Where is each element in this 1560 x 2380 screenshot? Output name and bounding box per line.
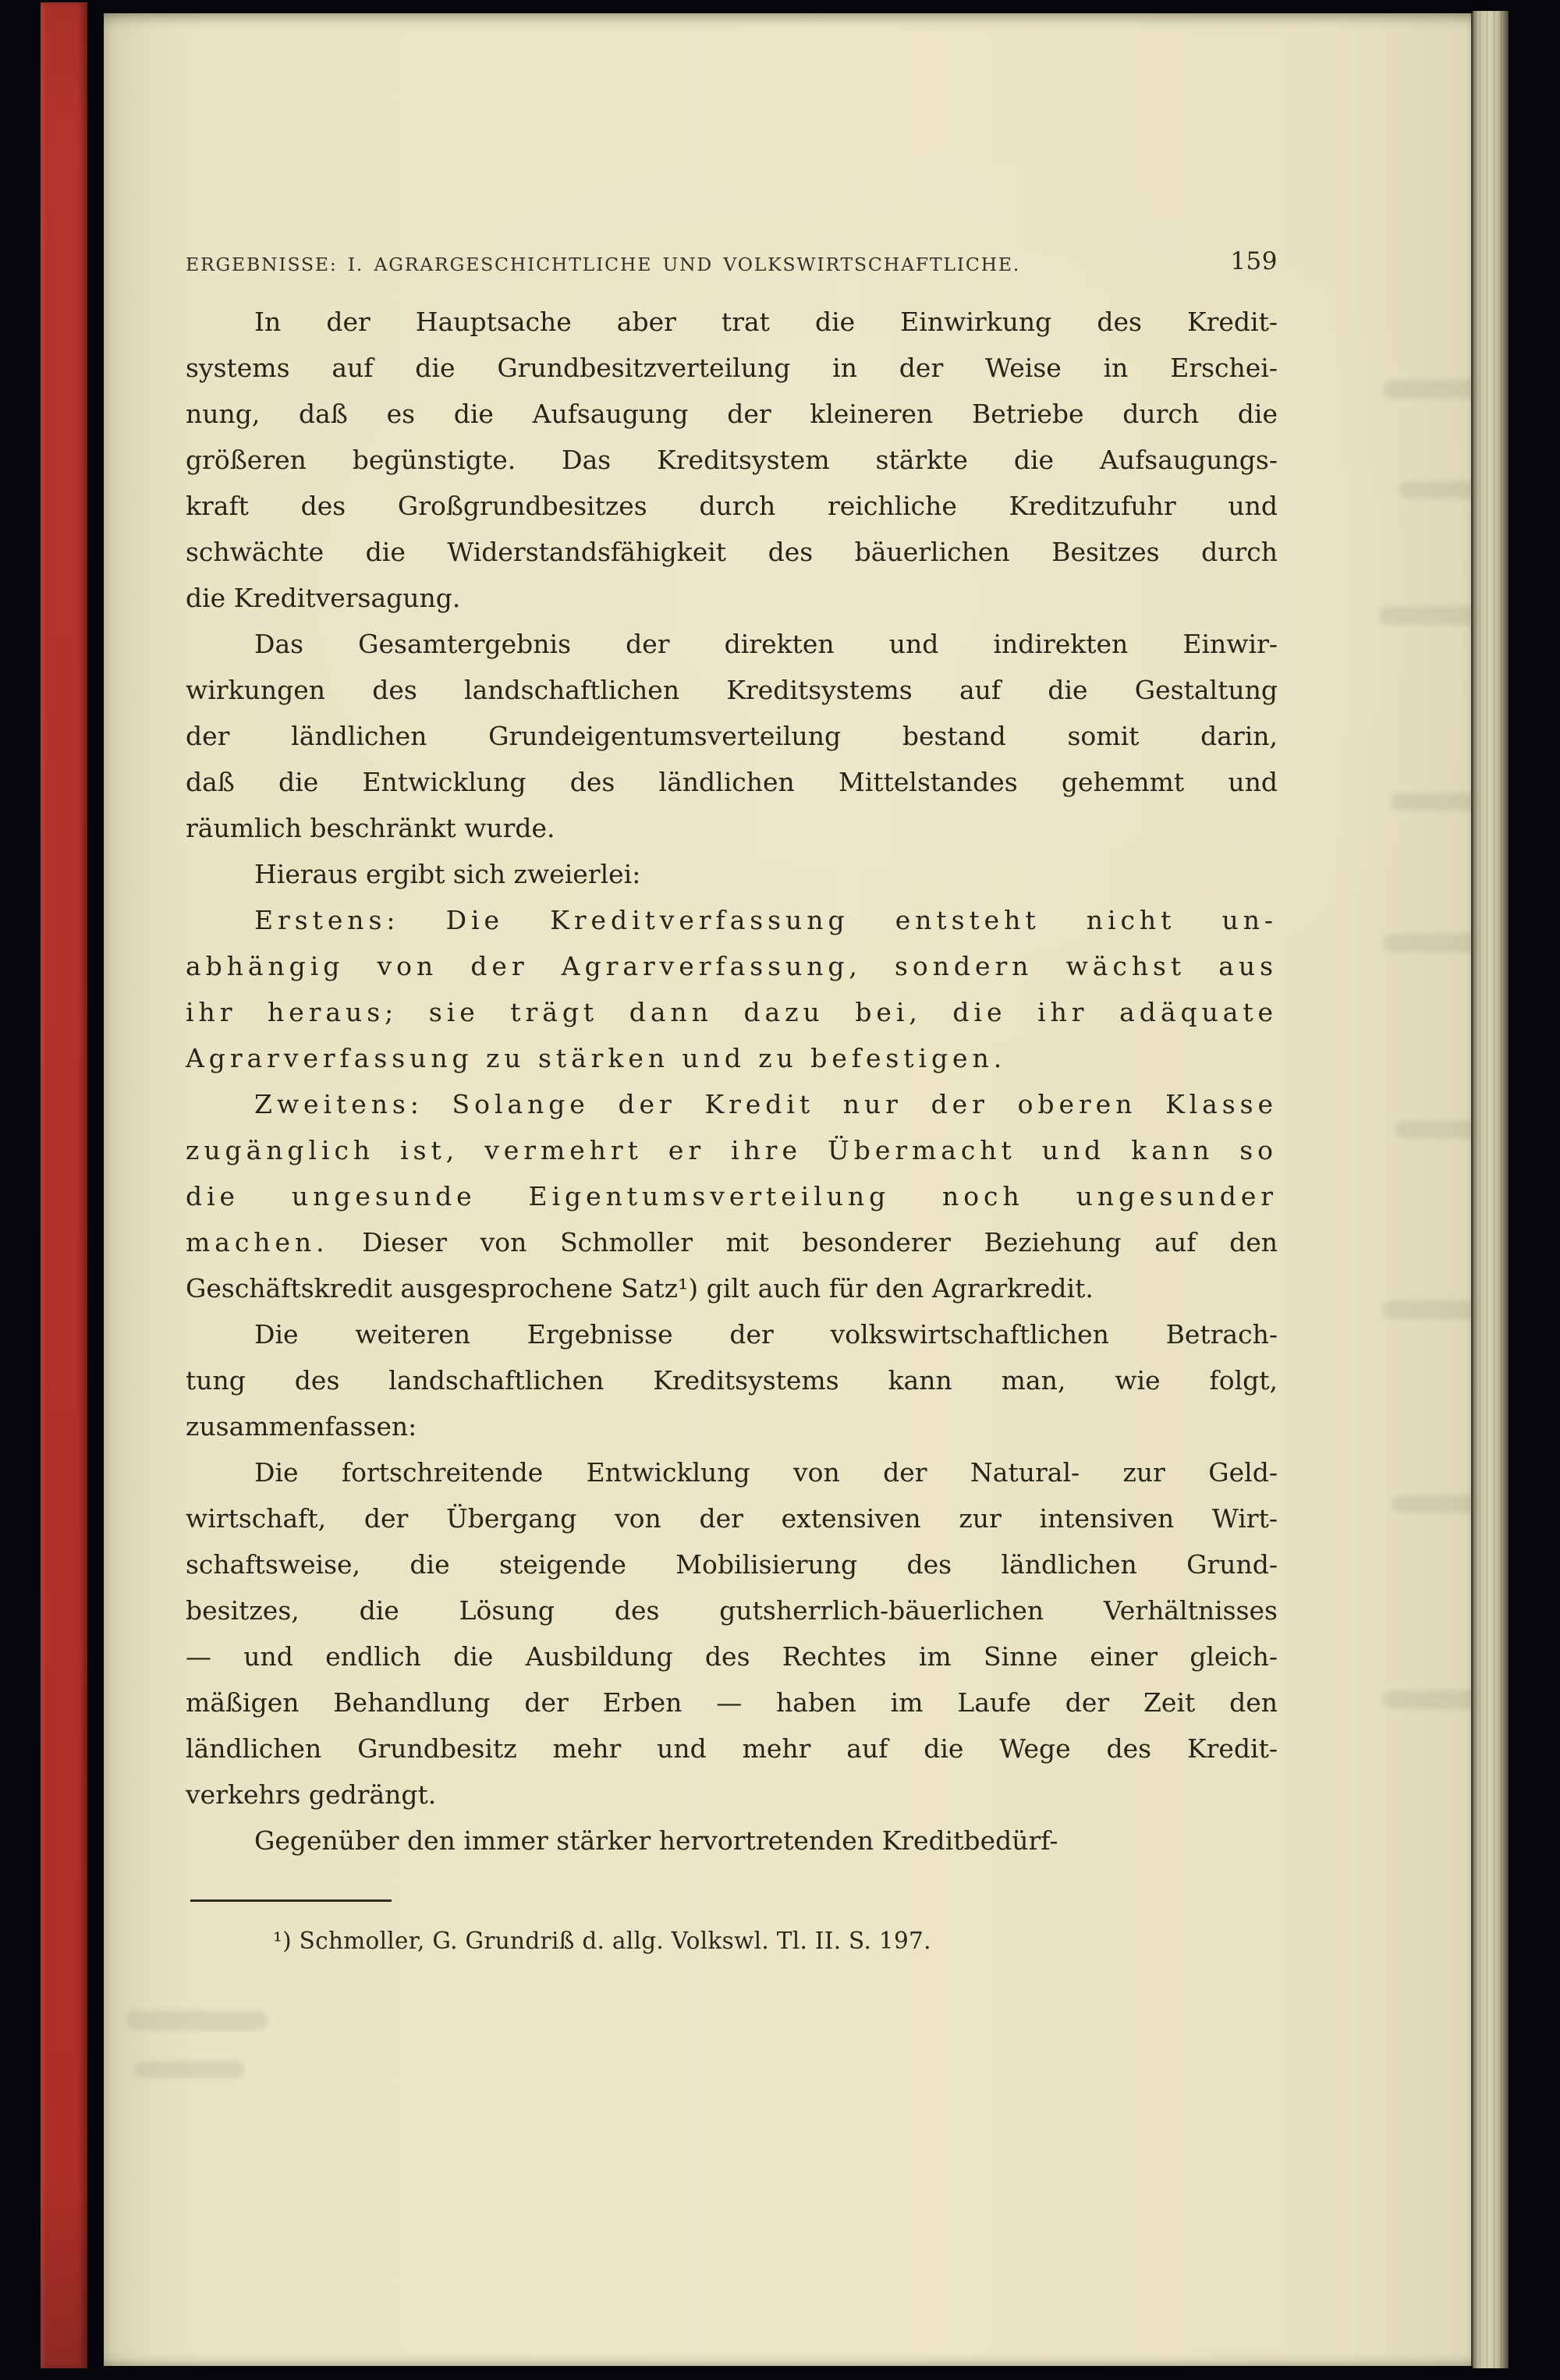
book-cover-edge xyxy=(41,2,87,2368)
text-segment: mäßigen Behandlung der Erben — haben im Laufe der Zeit den xyxy=(186,1687,1278,1718)
paragraph xyxy=(186,1449,1278,1818)
text-line xyxy=(186,943,1278,989)
text-segment: Erstens: Die Kreditverfassung entsteht nicht un- xyxy=(254,905,1278,935)
text-line xyxy=(186,1403,1278,1449)
text-segment: wirtschaft, der Übergang von der extensiven zur intensiven Wirt- xyxy=(186,1503,1278,1534)
text-block xyxy=(186,299,1278,1864)
paragraph xyxy=(186,851,1278,897)
page-number: 159 xyxy=(1230,247,1278,275)
text-line xyxy=(186,667,1278,713)
text-segment: Die weiteren Ergebnisse der volkswirtschaftlichen Betrach- xyxy=(254,1319,1278,1350)
text-segment: Geschäftskredit ausgesprochene Satz¹) gilt auch für den Agrarkredit. xyxy=(186,1273,1094,1304)
text-segment: abhängig von der Agrarverfassung, sondern wächst aus xyxy=(186,951,1278,981)
book-page xyxy=(104,13,1473,2366)
page-content xyxy=(186,247,1278,1954)
text-segment: Gegenüber den immer stärker hervortretenden Kreditbedürf- xyxy=(254,1825,1058,1856)
text-line xyxy=(186,759,1278,805)
text-segment: daß die Entwicklung des ländlichen Mittelstandes gehemmt und xyxy=(186,767,1278,797)
text-segment: In der Hauptsache aber trat die Einwirkung des Kredit- xyxy=(254,307,1278,337)
paragraph xyxy=(186,299,1278,621)
paragraph xyxy=(186,621,1278,851)
text-segment: nung, daß es die Aufsaugung der kleineren Betriebe durch die xyxy=(186,399,1278,429)
text-segment: schaftsweise, die steigende Mobilisierung des ländlichen Grund- xyxy=(186,1549,1278,1580)
paragraph xyxy=(186,1818,1278,1864)
text-segment: der ländlichen Grundeigentumsverteilung bestand somit darin, xyxy=(186,721,1278,751)
text-line xyxy=(186,989,1278,1035)
text-segment: Die fortschreitende Entwicklung von der Natural- zur Geld- xyxy=(254,1457,1278,1488)
text-segment: kraft des Großgrundbesitzes durch reichliche Kreditzufuhr und xyxy=(186,491,1278,521)
text-line xyxy=(186,483,1278,529)
text-line xyxy=(186,621,1278,667)
page-header xyxy=(186,247,1278,275)
text-segment: — und endlich die Ausbildung des Rechtes im Sinne einer gleich- xyxy=(186,1641,1278,1672)
text-segment: besitzes, die Lösung des gutsherrlich-bäuerlichen Verhältnisses xyxy=(186,1595,1278,1626)
text-line xyxy=(186,299,1278,345)
text-line xyxy=(186,1726,1278,1772)
text-line xyxy=(186,1311,1278,1357)
text-line xyxy=(186,897,1278,943)
text-segment: zugänglich ist, vermehrt er ihre Übermacht und kann so xyxy=(186,1135,1278,1165)
text-segment: Dieser von Schmoller mit besonderer Beziehung auf den xyxy=(328,1227,1278,1257)
text-segment: die ungesunde Eigentumsverteilung noch ungesunder xyxy=(186,1181,1278,1211)
text-line xyxy=(186,1495,1278,1541)
text-line xyxy=(186,437,1278,483)
text-line xyxy=(186,1772,1278,1818)
paragraph xyxy=(186,897,1278,1081)
text-segment: ländlichen Grundbesitz mehr und mehr auf die Wege des Kredit- xyxy=(186,1733,1278,1764)
text-segment: ihr heraus; sie trägt dann dazu bei, die ihr adäquate xyxy=(186,997,1278,1027)
bleed-through xyxy=(135,2061,244,2078)
text-line xyxy=(186,1449,1278,1495)
header-title: ERGEBNISSE: I. AGRARGESCHICHTLICHE UND VOLKSWIRTSCHAFTLICHE. xyxy=(186,254,1021,275)
text-segment: die Kreditversagung. xyxy=(186,583,461,613)
text-segment: räumlich beschränkt wurde. xyxy=(186,813,555,843)
text-line xyxy=(186,851,1278,897)
text-segment: Hieraus ergibt sich zweierlei: xyxy=(254,859,641,889)
text-segment: Zweitens: Solange der Kredit nur der oberen Klasse xyxy=(254,1089,1278,1119)
text-segment: wirkungen des landschaftlichen Kreditsystems auf die Gestaltung xyxy=(186,675,1278,705)
text-line xyxy=(186,805,1278,851)
text-line xyxy=(186,1127,1278,1173)
text-line xyxy=(186,1587,1278,1633)
text-line xyxy=(186,1265,1278,1311)
text-segment: systems auf die Grundbesitzverteilung in der Weise in Erschei- xyxy=(186,353,1278,383)
text-segment: zusammenfassen: xyxy=(186,1411,417,1442)
bleed-through xyxy=(127,2010,268,2031)
footnote: ¹) Schmoller, G. Grundriß d. allg. Volkswl. Tl. II. S. 197. xyxy=(273,1928,931,1954)
text-line xyxy=(186,575,1278,621)
text-segment: Agrarverfassung zu stärken und zu befestigen. xyxy=(186,1043,1007,1073)
text-line xyxy=(186,1219,1278,1265)
bleed-through xyxy=(1399,481,1484,498)
text-segment: verkehrs gedrängt. xyxy=(186,1779,437,1810)
text-line xyxy=(186,1818,1278,1864)
text-segment: Das Gesamtergebnis der direkten und indirekten Einwir- xyxy=(254,629,1278,659)
text-line xyxy=(186,1541,1278,1587)
text-line xyxy=(186,1633,1278,1679)
text-segment: schwächte die Widerstandsfähigkeit des bäuerlichen Besitzes durch xyxy=(186,537,1278,567)
text-line xyxy=(186,345,1278,391)
text-line xyxy=(186,1679,1278,1726)
paragraph xyxy=(186,1081,1278,1311)
text-line xyxy=(186,1173,1278,1219)
text-line xyxy=(186,713,1278,759)
text-line xyxy=(186,1035,1278,1081)
text-segment: tung des landschaftlichen Kreditsystems kann man, wie folgt, xyxy=(186,1365,1278,1396)
page-stack-edge xyxy=(1473,11,1509,2368)
text-line xyxy=(186,391,1278,437)
text-line xyxy=(186,1357,1278,1403)
text-segment: machen. xyxy=(186,1227,329,1257)
text-segment: größeren begünstigte. Das Kreditsystem stärkte die Aufsaugungs- xyxy=(186,445,1278,475)
paragraph xyxy=(186,1311,1278,1449)
footnote-rule xyxy=(190,1899,392,1902)
text-line xyxy=(186,529,1278,575)
text-line xyxy=(186,1081,1278,1127)
